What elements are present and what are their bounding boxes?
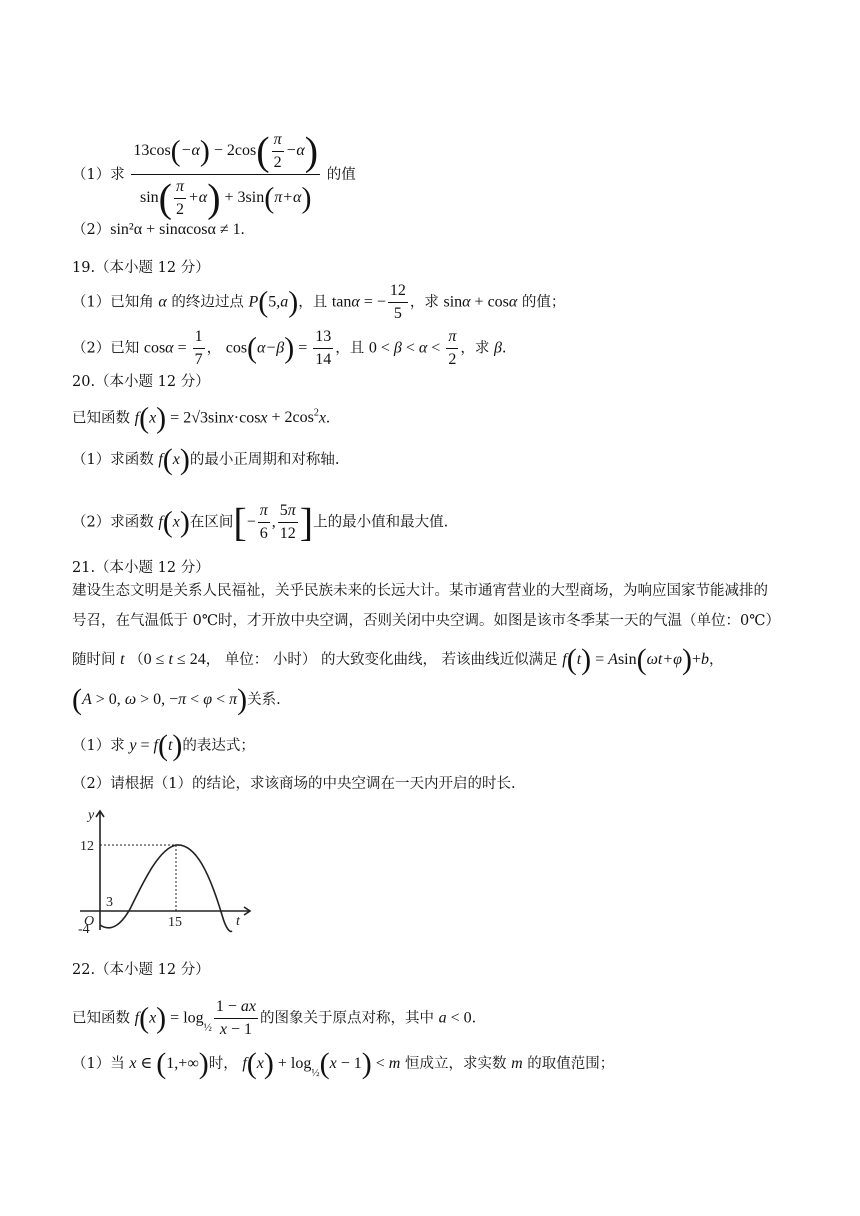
t3-label: 3 [106, 895, 113, 910]
q18-part2: （2）sin²α + sinαcosα ≠ 1. [72, 221, 245, 238]
q20-part1: （1）求函数 f(x)的最小正周期和对称轴. [72, 443, 340, 476]
q21-part1: （1）求 y = f(t)的表达式； [72, 729, 255, 762]
q21-line4: (A > 0, ω > 0, −π < φ < π)关系. [72, 683, 281, 716]
temperature-graph [72, 805, 262, 935]
q19-part1: （1）已知角 α 的终边过点 P(5,a)，且 tanα = − $\frac{12}{5}$ ，求 sinα + cosα 的值； [72, 282, 566, 322]
q20-stem: 已知函数 $f(x) = 2√3\sin x\cdot\cos x + 2\cos^2x$. [72, 401, 330, 435]
t-label: t [236, 914, 240, 929]
q21-header: 21.（本小题 12 分） [72, 560, 210, 576]
q21-part2: （2）请根据（1）的结论，求该商场的中央空调在一天内开启的时长. [72, 776, 516, 792]
q21-line1: 建设生态文明是关系人民福祉，关乎民族未来的长远大计。某市通宵营业的大型商场，为响应国家节能减排的 [72, 583, 768, 599]
q21-line2: 号召，在气温低于 0℃时，才开放中央空调，否则关闭中央空调。如图是该市冬季某一天的气温（单位：0℃） [72, 613, 780, 629]
t15-label: 15 [168, 915, 182, 930]
q22-stem: 已知函数 $f(x) = \log_{\frac{1}{2}}$ $\frac{1 - ax}{x - 1}$ 的图象关于原点对称，其中 a < 0. [72, 998, 477, 1038]
y-max-label: 12 [80, 839, 94, 854]
origin-label: O [84, 914, 95, 929]
q22-part1: （1）当 x ∈ (1,+∞)时， $f(x) + \log_{\frac{1}{2}}(x - 1) < m$ 恒成立，求实数 m 的取值范围； [72, 1047, 615, 1080]
temperature-curve [100, 845, 232, 932]
q18-fraction: 13cos(−α) − 2cos( $\frac{\pi}{2}$ −α) sin( $\frac{\pi}{2}$ +α) + 3sin(π+α) [133, 128, 319, 221]
y-min-label: -4 [78, 922, 90, 935]
q21-line3: 随时间 t （0 ≤ t ≤ 24， 单位： 小时） 的大致变化曲线， 若该曲线近似满足 f(t) = Asin(ωt+φ)+b， [72, 643, 724, 676]
q22-header: 22.（本小题 12 分） [72, 962, 210, 978]
q20-part2: （2）求函数 f(x)在区间[− $\frac{\pi}{6}$ , $\frac{5\pi}{12}$ ]上的最小值和最大值. [72, 499, 449, 545]
q19-header: 19.（本小题 12 分） [72, 260, 210, 276]
q18-part1: （1）求 13cos(−α) − 2cos( $\frac{\pi}{2}$ −α) sin( $\frac{\pi}{2}$ +α) + 3sin(π+α) 的值 [72, 128, 356, 221]
q20-header: 20.（本小题 12 分） [72, 374, 210, 390]
y-label: y [88, 808, 95, 823]
q19-part2: （2）已知 cosα = $\frac{1}{7}$ ， cos(α−β) = $\frac{13}{14}$ ，且 0 < β < α < $\frac{\pi}{2}$ ，求 β. [72, 328, 507, 368]
